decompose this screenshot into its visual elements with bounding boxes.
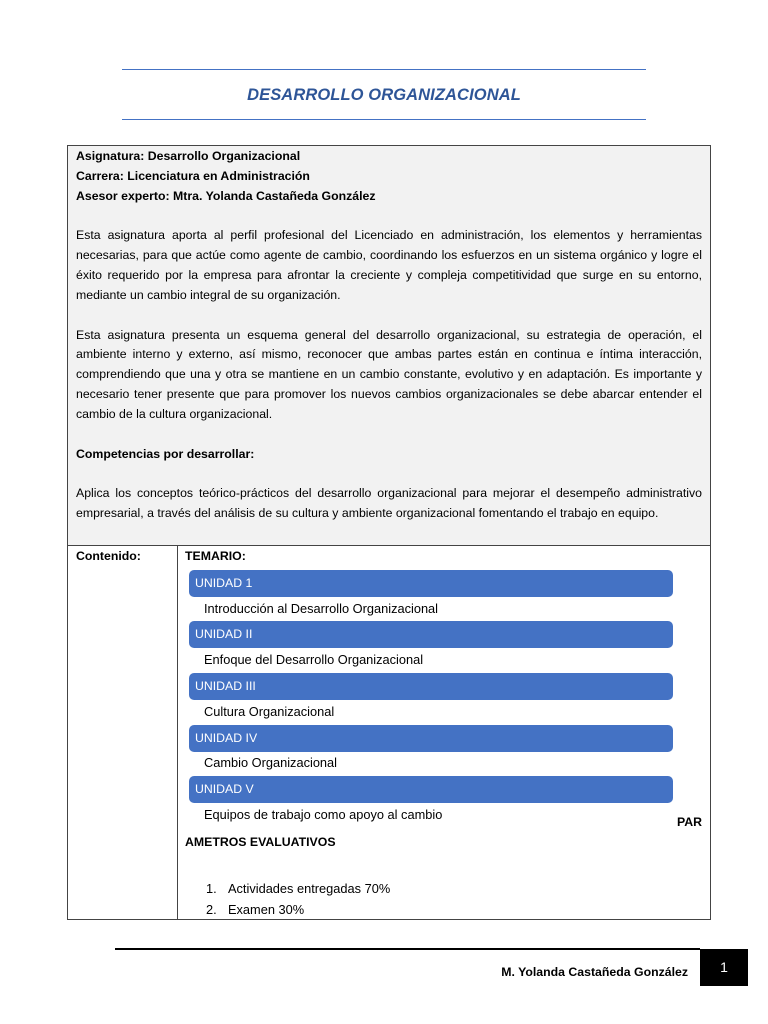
header-bottom-rule <box>122 119 646 120</box>
unit-bar-5: UNIDAD V <box>189 776 673 803</box>
unit-bar-1: UNIDAD 1 <box>189 570 673 597</box>
list-item-number: 2. <box>206 902 217 917</box>
carrera-line: Carrera: Licenciatura en Administración <box>76 168 310 183</box>
asignatura-line: Asignatura: Desarrollo Organizacional <box>76 149 301 163</box>
unit-title-4: Cambio Organizacional <box>204 755 338 770</box>
parametros-heading-part-b: AMETROS EVALUATIVOS <box>185 835 336 849</box>
temario-label: TEMARIO: <box>185 549 246 563</box>
unit-title-2: Enfoque del Desarrollo Organizacional <box>204 652 424 667</box>
footer-rule <box>115 948 700 950</box>
list-item <box>206 899 390 920</box>
unit-title-5: Equipos de trabajo como apoyo al cambio <box>204 807 443 822</box>
unit-bar-3: UNIDAD III <box>189 673 673 700</box>
list-item <box>206 878 390 899</box>
parametros-heading-part-a: PAR <box>676 815 702 829</box>
competencias-paragraph: Aplica los conceptos teórico-prácticos del desarrollo organizacional para mejorar el desempeño administrativo empresarial, a través del análisis de su cultura y ambiente organizacional fomentando el trabajo en equipo. <box>76 486 702 521</box>
list-item-text: Actividades entregadas 70% <box>228 881 391 896</box>
list-item-number: 1. <box>206 881 217 896</box>
unit-title-3: Cultura Organizacional <box>204 704 335 719</box>
page-title: DESARROLLO ORGANIZACIONAL <box>247 86 521 104</box>
course-table <box>67 145 711 920</box>
competencias-heading: Competencias por desarrollar: <box>76 446 255 461</box>
column-divider <box>177 546 178 920</box>
description-paragraph-1: Esta asignatura aporta al perfil profesional del Licenciado en administración, los elementos y herramientas necesarias, para que actúe como agente de cambio, coordinando los esfuerzos en un sistema orgánico y logre el éxito requerido por la empresa para afrontar la creciente y compleja competitividad que surge en su entorno, mediante un cambio integral de su organización. <box>76 228 702 302</box>
unit-title-1: Introducción al Desarrollo Organizacional <box>204 601 439 616</box>
evaluation-list <box>206 878 390 920</box>
footer-author: M. Yolanda Castañeda González <box>501 965 688 979</box>
page-number: 1 <box>700 949 748 986</box>
description-paragraph-2: Esta asignatura presenta un esquema general del desarrollo organizacional, su estrategia de operación, el ambiente interno y externo, así mismo, reconocer que ambas partes están en continua e íntima interacción, comprendiendo que una y otra se mantiene en un cambio constante, evolutivo y en adaptación. Es importante y necesario tener presente que para promover los nuevos cambios organizacionales se debe abarcar entender el cambio de la cultura organizacional. <box>76 327 702 421</box>
asesor-line: Asesor experto: Mtra. Yolanda Castañeda González <box>76 188 376 203</box>
header-top-rule <box>122 69 646 70</box>
course-intro-cell <box>68 146 710 546</box>
unit-bar-4: UNIDAD IV <box>189 725 673 752</box>
unit-bar-2: UNIDAD II <box>189 621 673 648</box>
list-item-text: Examen 30% <box>228 902 305 917</box>
contenido-label: Contenido: <box>76 549 141 563</box>
